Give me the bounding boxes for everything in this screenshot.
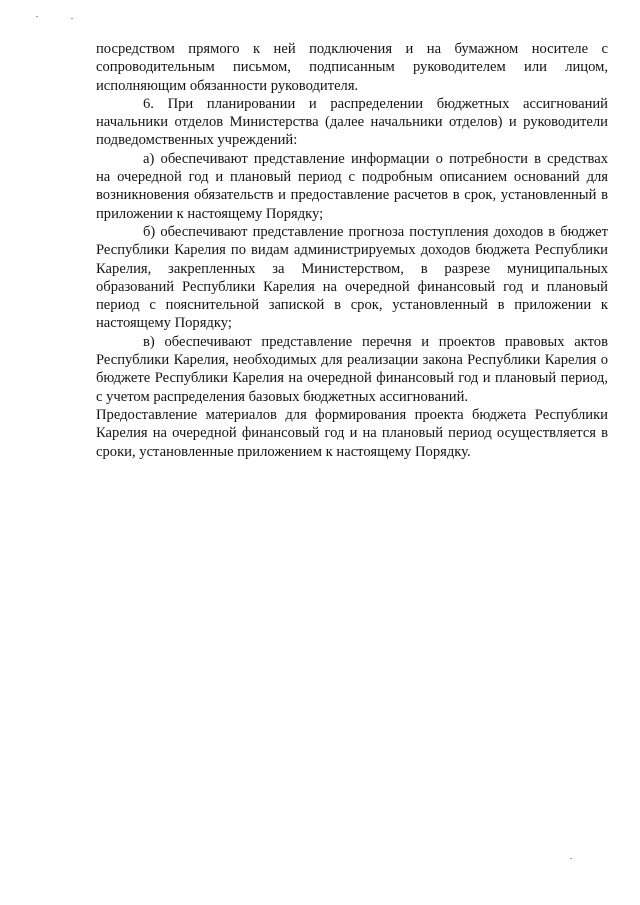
scan-speck <box>570 858 572 859</box>
paragraph-closing: Предоставление материалов для формирования проекта бюджета Республики Карелия на очередной финансовый год и на плановый период осуществляется в сроки, установленные приложением к настоящему Порядку. <box>96 406 608 460</box>
paragraph-item-6: 6. При планировании и распределении бюджетных ассигнований начальники отделов Министерства (далее начальники отделов) и руководители подведомственных учреждений: <box>96 95 608 149</box>
document-body <box>96 40 608 461</box>
paragraph-continuation: посредством прямого к ней подключения и на бумажном носителе с сопроводительным письмом, подписанным руководителем или лицом, исполняющим обязанности руководителя. <box>96 41 608 94</box>
scan-speck <box>71 18 73 19</box>
scan-speck <box>36 16 38 17</box>
paragraph-subitem-a: а) обеспечивают представление информации о потребности в средствах на очередной год и плановый период с подробным описанием оснований для возникновения обязательств и предоставление расчетов в срок, установленный в приложении к настоящему Порядку; <box>96 150 608 222</box>
paragraph-subitem-v: в) обеспечивают представление перечня и проектов правовых актов Республики Карелия, необходимых для реализации закона Республики Карелия о бюджете Республики Карелия на очередной финансовый год и плановый период, с учетом распределения базовых бюджетных ассигнований. <box>96 333 608 405</box>
paragraph-subitem-b: б) обеспечивают представление прогноза поступления доходов в бюджет Республики Карелия по видам администрируемых доходов бюджета Республики Карелия, закрепленных за Министерством, в разрезе муниципальных образований Республики Карелия на очередной финансовый год и плановый период с пояснительной запиской в срок, установленный в приложении к настоящему Порядку; <box>96 223 608 332</box>
